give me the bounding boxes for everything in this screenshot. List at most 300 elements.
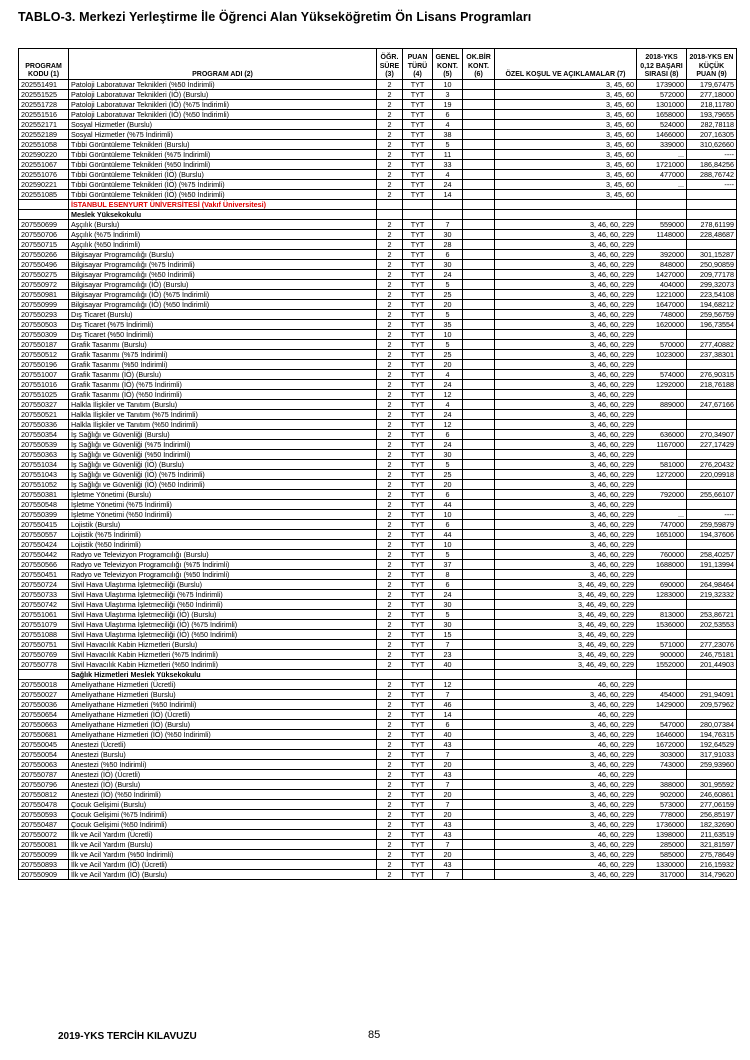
min-score-cell: 194,37606 <box>687 530 737 540</box>
table-row <box>19 310 737 320</box>
table-row <box>19 470 737 480</box>
min-score-cell <box>687 680 737 690</box>
header-rank: 2018-YKS 0,12 BAŞARI SIRASI (8) <box>637 49 687 80</box>
duration-cell: 2 <box>377 450 403 460</box>
header-score-type: PUAN TÜRÜ (4) <box>403 49 433 80</box>
program-name-cell: Halkla İlişkiler ve Tanıtım (Burslu) <box>69 400 377 410</box>
duration-cell: 2 <box>377 610 403 620</box>
score-type-cell: TYT <box>403 810 433 820</box>
quota-cell: 6 <box>433 520 463 530</box>
quota-cell: 35 <box>433 320 463 330</box>
extra-quota-cell <box>463 150 495 160</box>
min-score-cell: 288,76742 <box>687 170 737 180</box>
score-type-cell: TYT <box>403 120 433 130</box>
conditions-cell: 3, 45, 60 <box>495 190 637 200</box>
success-rank-cell: 1736000 <box>637 820 687 830</box>
extra-quota-cell <box>463 120 495 130</box>
duration-cell: 2 <box>377 640 403 650</box>
score-type-cell: TYT <box>403 730 433 740</box>
duration-cell: 2 <box>377 110 403 120</box>
program-name-cell: Sivil Hava Ulaştırma İşletmeciliği (İÖ) (%75 İndirimli) <box>69 620 377 630</box>
quota-cell: 8 <box>433 570 463 580</box>
extra-quota-cell <box>463 430 495 440</box>
min-score-cell <box>687 190 737 200</box>
score-type-cell: TYT <box>403 110 433 120</box>
empty-cell <box>637 210 687 220</box>
program-name-cell: Aşçılık (Burslu) <box>69 220 377 230</box>
conditions-cell: 3, 46, 60, 229 <box>495 280 637 290</box>
duration-cell: 2 <box>377 510 403 520</box>
extra-quota-cell <box>463 370 495 380</box>
table-row <box>19 710 737 720</box>
conditions-cell: 3, 46, 60, 229 <box>495 760 637 770</box>
program-name-cell: Lojistik (Burslu) <box>69 520 377 530</box>
program-code-cell: 207551061 <box>19 610 69 620</box>
extra-quota-cell <box>463 650 495 660</box>
duration-cell: 2 <box>377 840 403 850</box>
duration-cell: 2 <box>377 250 403 260</box>
duration-cell: 2 <box>377 600 403 610</box>
extra-quota-cell <box>463 640 495 650</box>
conditions-cell: 3, 46, 60, 229 <box>495 330 637 340</box>
table-row <box>19 150 737 160</box>
table-row <box>19 600 737 610</box>
extra-quota-cell <box>463 240 495 250</box>
score-type-cell: TYT <box>403 560 433 570</box>
program-code-cell: 207550681 <box>19 730 69 740</box>
quota-cell: 4 <box>433 370 463 380</box>
program-code-cell: 207550699 <box>19 220 69 230</box>
program-code-cell: 207550724 <box>19 580 69 590</box>
success-rank-cell: 760000 <box>637 550 687 560</box>
program-name-cell: Bilgisayar Programcılığı (%50 İndirimli) <box>69 270 377 280</box>
program-code-cell: 202551491 <box>19 80 69 90</box>
score-type-cell: TYT <box>403 600 433 610</box>
extra-quota-cell <box>463 160 495 170</box>
empty-cell <box>403 200 433 210</box>
duration-cell: 2 <box>377 760 403 770</box>
success-rank-cell: 792000 <box>637 490 687 500</box>
min-score-cell <box>687 480 737 490</box>
extra-quota-cell <box>463 530 495 540</box>
table-row <box>19 860 737 870</box>
extra-quota-cell <box>463 450 495 460</box>
min-score-cell: 317,91033 <box>687 750 737 760</box>
score-type-cell: TYT <box>403 710 433 720</box>
success-rank-cell: 813000 <box>637 610 687 620</box>
table-row <box>19 810 737 820</box>
header-min-score: 2018-YKS EN KÜÇÜK PUAN (9) <box>687 49 737 80</box>
program-name-cell: İlk ve Acil Yardım (Ücretli) <box>69 830 377 840</box>
success-rank-cell <box>637 330 687 340</box>
extra-quota-cell <box>463 830 495 840</box>
conditions-cell: 3, 46, 60, 229 <box>495 490 637 500</box>
conditions-cell: 46, 60, 229 <box>495 680 637 690</box>
program-name-cell: Patoloji Laboratuvar Teknikleri (%50 İndirimli) <box>69 80 377 90</box>
score-type-cell: TYT <box>403 290 433 300</box>
quota-cell: 5 <box>433 460 463 470</box>
min-score-cell: 202,53553 <box>687 620 737 630</box>
min-score-cell: 228,48687 <box>687 230 737 240</box>
extra-quota-cell <box>463 320 495 330</box>
extra-quota-cell <box>463 700 495 710</box>
program-code-cell: 207550275 <box>19 270 69 280</box>
program-name-cell: Anestezi (İÖ) (Burslu) <box>69 780 377 790</box>
score-type-cell: TYT <box>403 590 433 600</box>
score-type-cell: TYT <box>403 390 433 400</box>
table-row <box>19 440 737 450</box>
success-rank-cell <box>637 540 687 550</box>
duration-cell: 2 <box>377 340 403 350</box>
table-row <box>19 420 737 430</box>
score-type-cell: TYT <box>403 130 433 140</box>
table-row <box>19 410 737 420</box>
conditions-cell: 3, 46, 60, 229 <box>495 460 637 470</box>
quota-cell: 28 <box>433 240 463 250</box>
program-name-cell: Anestezi (Ücretli) <box>69 740 377 750</box>
table-row <box>19 430 737 440</box>
conditions-cell: 3, 46, 60, 229 <box>495 850 637 860</box>
score-type-cell: TYT <box>403 350 433 360</box>
min-score-cell: 301,15287 <box>687 250 737 260</box>
table-row <box>19 190 737 200</box>
score-type-cell: TYT <box>403 230 433 240</box>
min-score-cell: 310,62660 <box>687 140 737 150</box>
min-score-cell: 186,84256 <box>687 160 737 170</box>
conditions-cell: 3, 46, 60, 229 <box>495 430 637 440</box>
program-code-cell: 207550548 <box>19 500 69 510</box>
extra-quota-cell <box>463 710 495 720</box>
success-rank-cell: 747000 <box>637 520 687 530</box>
success-rank-cell: 559000 <box>637 220 687 230</box>
empty-cell <box>377 210 403 220</box>
success-rank-cell <box>637 500 687 510</box>
quota-cell: 43 <box>433 860 463 870</box>
conditions-cell: 3, 45, 60 <box>495 100 637 110</box>
success-rank-cell: 902000 <box>637 790 687 800</box>
program-name-cell: Bilgisayar Programcılığı (Burslu) <box>69 250 377 260</box>
score-type-cell: TYT <box>403 580 433 590</box>
success-rank-cell: 404000 <box>637 280 687 290</box>
success-rank-cell: 1292000 <box>637 380 687 390</box>
conditions-cell: 3, 46, 60, 229 <box>495 360 637 370</box>
conditions-cell: 3, 46, 60, 229 <box>495 310 637 320</box>
score-type-cell: TYT <box>403 660 433 670</box>
duration-cell: 2 <box>377 620 403 630</box>
score-type-cell: TYT <box>403 240 433 250</box>
conditions-cell: 3, 46, 60, 229 <box>495 300 637 310</box>
program-name-cell: İş Sağlığı ve Güvenliği (İÖ) (Burslu) <box>69 460 377 470</box>
conditions-cell: 46, 60, 229 <box>495 830 637 840</box>
quota-cell: 5 <box>433 610 463 620</box>
min-score-cell <box>687 540 737 550</box>
success-rank-cell <box>637 680 687 690</box>
duration-cell: 2 <box>377 810 403 820</box>
conditions-cell: 3, 46, 60, 229 <box>495 700 637 710</box>
success-rank-cell <box>637 450 687 460</box>
program-name-cell: Grafik Tasarımı (%75 İndirimli) <box>69 350 377 360</box>
duration-cell: 2 <box>377 850 403 860</box>
table-row <box>19 180 737 190</box>
success-rank-cell: 1148000 <box>637 230 687 240</box>
min-score-cell <box>687 410 737 420</box>
table-row <box>19 760 737 770</box>
program-code-cell: 202590221 <box>19 180 69 190</box>
table-row <box>19 870 737 880</box>
extra-quota-cell <box>463 740 495 750</box>
duration-cell: 2 <box>377 750 403 760</box>
extra-quota-cell <box>463 720 495 730</box>
score-type-cell: TYT <box>403 800 433 810</box>
quota-cell: 40 <box>433 730 463 740</box>
conditions-cell: 3, 46, 60, 229 <box>495 790 637 800</box>
conditions-cell: 3, 46, 60, 229 <box>495 290 637 300</box>
quota-cell: 10 <box>433 510 463 520</box>
score-type-cell: TYT <box>403 280 433 290</box>
table-row <box>19 510 737 520</box>
score-type-cell: TYT <box>403 310 433 320</box>
program-code-cell: 207550981 <box>19 290 69 300</box>
table-row <box>19 830 737 840</box>
header-duration: ÖĞR. SÜRE (3) <box>377 49 403 80</box>
success-rank-cell: ... <box>637 510 687 520</box>
duration-cell: 2 <box>377 860 403 870</box>
conditions-cell: 46, 60, 229 <box>495 740 637 750</box>
program-name-cell: Radyo ve Televizyon Programcılığı (%50 İndirimli) <box>69 570 377 580</box>
quota-cell: 12 <box>433 420 463 430</box>
program-name-cell: İşletme Yönetimi (Burslu) <box>69 490 377 500</box>
conditions-cell: 3, 46, 60, 229 <box>495 750 637 760</box>
min-score-cell: 276,20432 <box>687 460 737 470</box>
table-row <box>19 840 737 850</box>
table-row <box>19 790 737 800</box>
school-name: Meslek Yüksekokulu <box>69 210 377 220</box>
duration-cell: 2 <box>377 260 403 270</box>
score-type-cell: TYT <box>403 540 433 550</box>
conditions-cell: 3, 46, 49, 60, 229 <box>495 650 637 660</box>
extra-quota-cell <box>463 90 495 100</box>
quota-cell: 6 <box>433 720 463 730</box>
program-name-cell: Dış Ticaret (%75 İndirimli) <box>69 320 377 330</box>
program-code-cell: 207550706 <box>19 230 69 240</box>
program-name-cell: Çocuk Gelişimi (Burslu) <box>69 800 377 810</box>
empty-cell <box>19 210 69 220</box>
score-type-cell: TYT <box>403 330 433 340</box>
duration-cell: 2 <box>377 230 403 240</box>
min-score-cell: 259,59879 <box>687 520 737 530</box>
extra-quota-cell <box>463 190 495 200</box>
program-code-cell: 207550266 <box>19 250 69 260</box>
program-name-cell: Ameliyathane Hizmetleri (Burslu) <box>69 690 377 700</box>
conditions-cell: 3, 45, 60 <box>495 180 637 190</box>
success-rank-cell: 1688000 <box>637 560 687 570</box>
success-rank-cell: 571000 <box>637 640 687 650</box>
extra-quota-cell <box>463 140 495 150</box>
duration-cell: 2 <box>377 650 403 660</box>
duration-cell: 2 <box>377 130 403 140</box>
score-type-cell: TYT <box>403 570 433 580</box>
score-type-cell: TYT <box>403 680 433 690</box>
extra-quota-cell <box>463 280 495 290</box>
success-rank-cell <box>637 410 687 420</box>
quota-cell: 11 <box>433 150 463 160</box>
program-name-cell: Ameliyathane Hizmetleri (İÖ) (Burslu) <box>69 720 377 730</box>
conditions-cell: 3, 46, 60, 229 <box>495 260 637 270</box>
extra-quota-cell <box>463 360 495 370</box>
program-name-cell: Çocuk Gelişimi (%75 İndirimli) <box>69 810 377 820</box>
duration-cell: 2 <box>377 460 403 470</box>
program-code-cell: 207550512 <box>19 350 69 360</box>
duration-cell: 2 <box>377 330 403 340</box>
empty-cell <box>433 670 463 680</box>
empty-cell <box>433 210 463 220</box>
min-score-cell <box>687 770 737 780</box>
success-rank-cell: 1398000 <box>637 830 687 840</box>
min-score-cell: 256,85197 <box>687 810 737 820</box>
success-rank-cell <box>637 710 687 720</box>
success-rank-cell: 1023000 <box>637 350 687 360</box>
duration-cell: 2 <box>377 530 403 540</box>
score-type-cell: TYT <box>403 190 433 200</box>
table-row <box>19 320 737 330</box>
extra-quota-cell <box>463 850 495 860</box>
quota-cell: 7 <box>433 780 463 790</box>
min-score-cell: 277,23076 <box>687 640 737 650</box>
table-row <box>19 500 737 510</box>
conditions-cell: 3, 46, 49, 60, 229 <box>495 640 637 650</box>
table-row <box>19 660 737 670</box>
table-row <box>19 100 737 110</box>
score-type-cell: TYT <box>403 690 433 700</box>
extra-quota-cell <box>463 500 495 510</box>
quota-cell: 6 <box>433 580 463 590</box>
program-code-cell: 207550072 <box>19 830 69 840</box>
program-name-cell: Radyo ve Televizyon Programcılığı (%75 İndirimli) <box>69 560 377 570</box>
conditions-cell: 3, 45, 60 <box>495 160 637 170</box>
score-type-cell: TYT <box>403 90 433 100</box>
min-score-cell: 209,77178 <box>687 270 737 280</box>
program-name-cell: Grafik Tasarımı (İÖ) (Burslu) <box>69 370 377 380</box>
success-rank-cell: 1552000 <box>637 660 687 670</box>
empty-cell <box>495 200 637 210</box>
extra-quota-cell <box>463 270 495 280</box>
duration-cell: 2 <box>377 540 403 550</box>
conditions-cell: 46, 60, 229 <box>495 860 637 870</box>
duration-cell: 2 <box>377 280 403 290</box>
extra-quota-cell <box>463 420 495 430</box>
success-rank-cell: 1272000 <box>637 470 687 480</box>
quota-cell: 24 <box>433 440 463 450</box>
program-name-cell: Sosyal Hizmetler (Burslu) <box>69 120 377 130</box>
score-type-cell: TYT <box>403 420 433 430</box>
duration-cell: 2 <box>377 770 403 780</box>
min-score-cell: 223,54108 <box>687 290 737 300</box>
conditions-cell: 3, 46, 60, 229 <box>495 500 637 510</box>
empty-cell <box>377 200 403 210</box>
header-extra-quota: OK.BİR KONT. (6) <box>463 49 495 80</box>
extra-quota-cell <box>463 790 495 800</box>
program-name-cell: Anestezi (İÖ) (Ücretli) <box>69 770 377 780</box>
success-rank-cell <box>637 480 687 490</box>
conditions-cell: 3, 46, 60, 229 <box>495 550 637 560</box>
conditions-cell: 3, 46, 60, 229 <box>495 380 637 390</box>
duration-cell: 2 <box>377 290 403 300</box>
program-name-cell: Anestezi (Burslu) <box>69 750 377 760</box>
success-rank-cell: 1301000 <box>637 100 687 110</box>
conditions-cell: 3, 46, 60, 229 <box>495 510 637 520</box>
conditions-cell: 3, 45, 60 <box>495 130 637 140</box>
extra-quota-cell <box>463 600 495 610</box>
program-name-cell: İş Sağlığı ve Güvenliği (%75 İndirimli) <box>69 440 377 450</box>
program-name-cell: İlk ve Acil Yardım (%50 İndirimli) <box>69 850 377 860</box>
quota-cell: 24 <box>433 270 463 280</box>
min-score-cell: 270,34907 <box>687 430 737 440</box>
extra-quota-cell <box>463 490 495 500</box>
program-code-cell: 207550063 <box>19 760 69 770</box>
min-score-cell: 191,13994 <box>687 560 737 570</box>
empty-cell <box>19 670 69 680</box>
min-score-cell <box>687 630 737 640</box>
table-row <box>19 720 737 730</box>
conditions-cell: 3, 46, 60, 229 <box>495 800 637 810</box>
extra-quota-cell <box>463 810 495 820</box>
quota-cell: 14 <box>433 710 463 720</box>
conditions-cell: 3, 46, 60, 229 <box>495 870 637 880</box>
program-name-cell: Sivil Hava Ulaştırma İşletmeciliği (İÖ) (Burslu) <box>69 610 377 620</box>
min-score-cell: 255,66107 <box>687 490 737 500</box>
duration-cell: 2 <box>377 700 403 710</box>
program-code-cell: 207550363 <box>19 450 69 460</box>
success-rank-cell: 585000 <box>637 850 687 860</box>
program-code-cell: 207550733 <box>19 590 69 600</box>
table-row <box>19 630 737 640</box>
success-rank-cell: 1620000 <box>637 320 687 330</box>
table-row <box>19 220 737 230</box>
success-rank-cell: 1221000 <box>637 290 687 300</box>
table-row <box>19 780 737 790</box>
program-code-cell: 207550503 <box>19 320 69 330</box>
program-name-cell: İlk ve Acil Yardım (Burslu) <box>69 840 377 850</box>
program-name-cell: Grafik Tasarımı (%50 İndirimli) <box>69 360 377 370</box>
success-rank-cell: 1646000 <box>637 730 687 740</box>
quota-cell: 20 <box>433 360 463 370</box>
extra-quota-cell <box>463 760 495 770</box>
conditions-cell: 3, 46, 60, 229 <box>495 320 637 330</box>
program-code-cell: 207550336 <box>19 420 69 430</box>
conditions-cell: 3, 46, 60, 229 <box>495 350 637 360</box>
success-rank-cell <box>637 360 687 370</box>
score-type-cell: TYT <box>403 270 433 280</box>
extra-quota-cell <box>463 690 495 700</box>
extra-quota-cell <box>463 680 495 690</box>
program-code-cell: 207550054 <box>19 750 69 760</box>
duration-cell: 2 <box>377 150 403 160</box>
min-score-cell <box>687 570 737 580</box>
extra-quota-cell <box>463 220 495 230</box>
score-type-cell: TYT <box>403 160 433 170</box>
duration-cell: 2 <box>377 380 403 390</box>
min-score-cell: 253,86721 <box>687 610 737 620</box>
program-code-cell: 207550972 <box>19 280 69 290</box>
program-name-cell: Tıbbi Görüntüleme Teknikleri (Burslu) <box>69 140 377 150</box>
program-name-cell: Çocuk Gelişimi (%50 İndirimli) <box>69 820 377 830</box>
success-rank-cell: 636000 <box>637 430 687 440</box>
score-type-cell: TYT <box>403 750 433 760</box>
extra-quota-cell <box>463 440 495 450</box>
program-code-cell: 207551034 <box>19 460 69 470</box>
program-code-cell: 207551088 <box>19 630 69 640</box>
extra-quota-cell <box>463 550 495 560</box>
